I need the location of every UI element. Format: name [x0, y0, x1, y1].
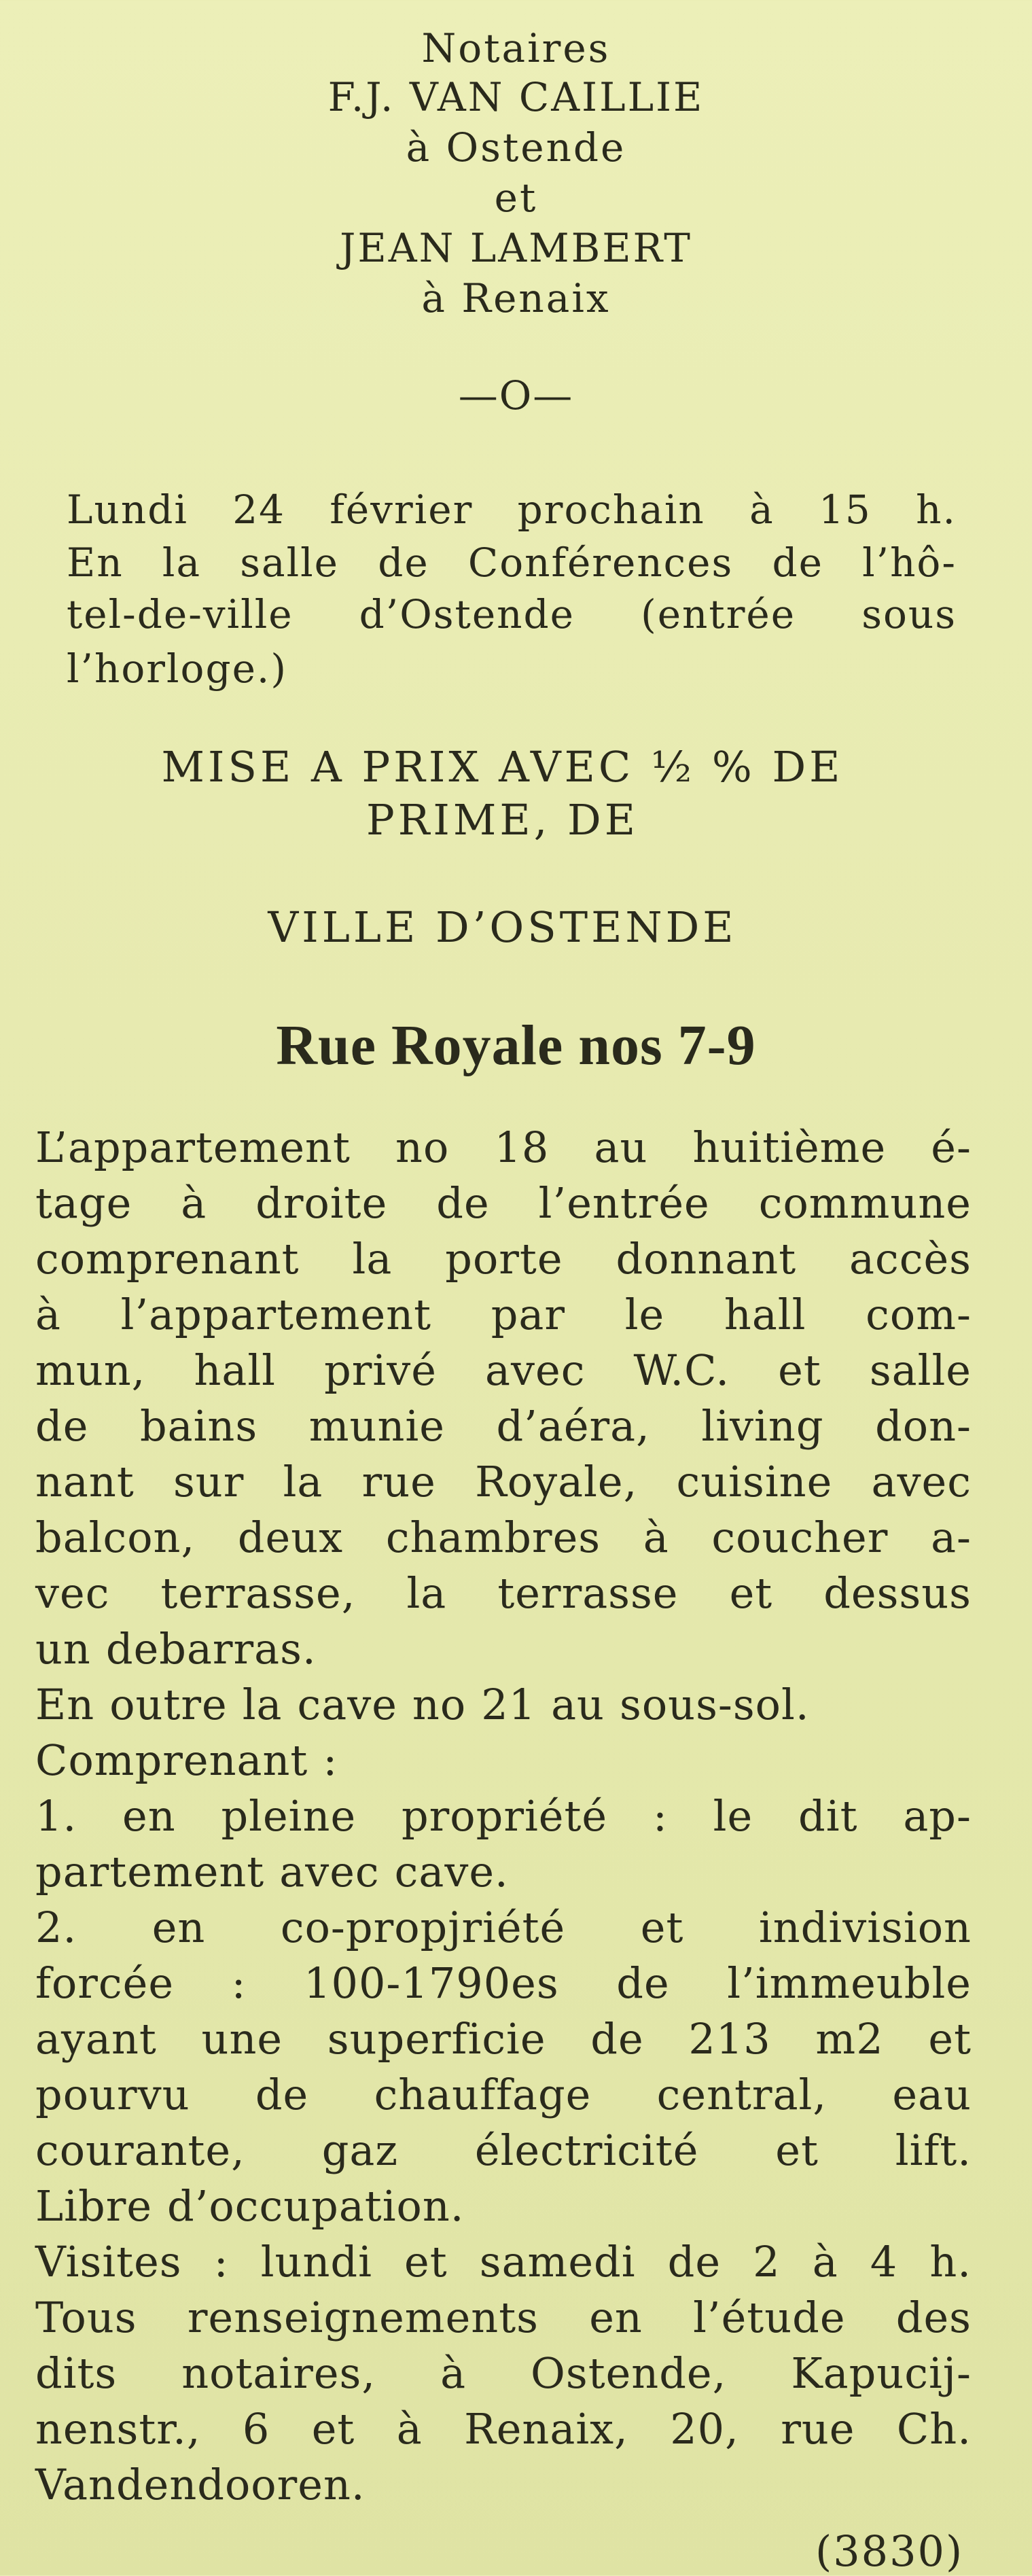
word: outre — [109, 1680, 228, 1729]
word: accès — [849, 1234, 972, 1284]
word: d’aéra, — [496, 1401, 650, 1451]
word: superficie — [327, 2014, 546, 2064]
word: de — [772, 540, 823, 586]
word: 20, — [670, 2404, 739, 2454]
word: 100-1790es — [304, 1958, 559, 2008]
word: à — [181, 1178, 207, 1228]
word: com- — [866, 1290, 972, 1339]
word: donnant — [616, 1234, 797, 1284]
word: terrasse, — [160, 1568, 356, 1618]
word: indivision — [758, 1903, 972, 1952]
word: salle — [869, 1345, 972, 1395]
word: h. — [929, 2237, 972, 2287]
word: de — [35, 1401, 89, 1451]
word: : — [323, 1735, 338, 1785]
body-line — [35, 2348, 972, 2398]
word: hall — [724, 1290, 806, 1339]
word: de — [667, 2237, 722, 2287]
word: cave — [297, 1680, 397, 1729]
notary-conjunction: et — [494, 175, 538, 221]
word: Comprenant — [35, 1735, 308, 1785]
word: 15 — [819, 487, 872, 533]
word: 18 — [494, 1123, 550, 1172]
word: lift. — [895, 2125, 972, 2175]
word: tage — [35, 1178, 132, 1228]
body-line — [35, 1568, 972, 1618]
word: à — [35, 1290, 61, 1339]
body-line — [35, 1290, 972, 1339]
word: : — [652, 1791, 668, 1841]
body-line — [35, 1345, 972, 1395]
word: vec — [35, 1568, 110, 1618]
word: rue — [781, 2404, 855, 2454]
body-line — [35, 1735, 972, 1785]
word: l’étude — [693, 2293, 846, 2342]
word: 21 — [481, 1680, 537, 1729]
word: le — [713, 1791, 753, 1841]
word: hall — [194, 1345, 277, 1395]
word: coucher — [711, 1513, 889, 1562]
word: tel-de-ville — [67, 591, 293, 637]
body-line — [35, 2293, 972, 2342]
body-line — [35, 2070, 972, 2119]
body-line — [35, 1903, 972, 1952]
word: (entrée — [641, 591, 796, 637]
intro-line — [67, 540, 957, 586]
separator: —O— — [458, 372, 574, 419]
body-line — [35, 2460, 972, 2509]
body-line — [35, 1680, 972, 1729]
word: cave. — [394, 1847, 509, 1896]
notary-city-1: à Ostende — [406, 124, 626, 171]
word: sous — [861, 591, 957, 637]
notary-city-2: à Renaix — [421, 275, 611, 321]
word: au — [551, 1680, 605, 1729]
body-line — [35, 1791, 972, 1841]
body-line — [35, 1123, 972, 1172]
word: notaires, — [181, 2348, 376, 2398]
word: à — [812, 2237, 838, 2287]
word: et — [640, 1903, 684, 1952]
word: sous-sol. — [620, 1680, 810, 1729]
intro-line — [67, 591, 957, 637]
word: l’hô- — [862, 540, 957, 586]
word: la — [162, 540, 202, 586]
word: L’appartement — [35, 1123, 351, 1172]
reference-number: (3830) — [815, 2526, 964, 2576]
word: 6 — [242, 2404, 270, 2454]
body-line — [35, 1178, 972, 1228]
word: pleine — [221, 1791, 357, 1841]
word: et — [404, 2237, 448, 2287]
word: h. — [916, 487, 957, 533]
word: l’immeuble — [727, 1958, 972, 2008]
word: en — [589, 2293, 643, 2342]
word: no — [412, 1680, 467, 1729]
word: et — [729, 1568, 773, 1618]
word: Vandendooren. — [35, 2460, 366, 2509]
word: En — [35, 1680, 95, 1729]
word: balcon, — [35, 1513, 196, 1562]
word: de — [590, 2014, 644, 2064]
word: propriété — [401, 1791, 608, 1841]
word: ayant — [35, 2014, 157, 2064]
word: et — [928, 2014, 972, 2064]
word: et — [311, 2404, 355, 2454]
word: par — [491, 1290, 566, 1339]
word: la — [242, 1680, 283, 1729]
body-line — [35, 1457, 972, 1506]
word: porte — [445, 1234, 563, 1284]
word: 2 — [753, 2237, 781, 2287]
word: salle — [240, 540, 339, 586]
word: samedi — [479, 2237, 636, 2287]
word: et — [778, 1345, 821, 1395]
word: 24 — [232, 487, 286, 533]
word: Ostende, — [531, 2348, 727, 2398]
word: W.C. — [633, 1345, 730, 1395]
ville-heading: VILLE D’OSTENDE — [268, 902, 737, 952]
body-line — [35, 2014, 972, 2064]
word: Renaix, — [464, 2404, 628, 2454]
body-line — [35, 1513, 972, 1562]
word: le — [624, 1290, 665, 1339]
body-line — [35, 1624, 972, 1674]
word: m2 — [815, 2014, 884, 2064]
word: Libre — [35, 2181, 153, 2231]
word: Tous — [35, 2293, 137, 2342]
word: de — [616, 1958, 670, 2008]
word: Visites — [35, 2237, 182, 2287]
word: des — [895, 2293, 972, 2342]
word: un — [35, 1624, 91, 1674]
body-line — [35, 2237, 972, 2287]
word: cuisine — [676, 1457, 833, 1506]
word: comprenant — [35, 1234, 300, 1284]
word: bains — [139, 1401, 258, 1451]
word: à — [396, 2404, 423, 2454]
word: : — [213, 2237, 229, 2287]
notary-name-2: JEAN LAMBERT — [340, 225, 692, 271]
word: nenstr., — [35, 2404, 201, 2454]
word: living — [701, 1401, 824, 1451]
word: courante, — [35, 2125, 245, 2175]
word: deux — [237, 1513, 344, 1562]
word: gaz — [321, 2125, 399, 2175]
word: Kapucij- — [791, 2348, 972, 2398]
word: 1. — [35, 1791, 77, 1841]
word: ap- — [903, 1791, 972, 1841]
word: co-propjriété — [280, 1903, 566, 1952]
word: à — [440, 2348, 467, 2398]
word: chauffage — [374, 2070, 592, 2119]
word: avec — [279, 1847, 380, 1896]
word: pourvu — [35, 2070, 190, 2119]
word: partement — [35, 1847, 265, 1896]
word: l’horloge.) — [67, 646, 287, 692]
body-line — [35, 2125, 972, 2175]
word: mun, — [35, 1345, 146, 1395]
body-line — [35, 2404, 972, 2454]
word: huitième — [692, 1123, 887, 1172]
word: une — [201, 2014, 283, 2064]
word: d’Ostende — [359, 591, 575, 637]
word: no — [395, 1123, 450, 1172]
notary-name-1: F.J. VAN CAILLIE — [327, 74, 705, 120]
body-line — [35, 1847, 972, 1896]
word: l’entrée — [538, 1178, 710, 1228]
intro-line — [67, 646, 957, 692]
word: l’appartement — [120, 1290, 432, 1339]
word: renseignements — [187, 2293, 539, 2342]
word: sur — [173, 1457, 245, 1506]
word: terrasse — [497, 1568, 679, 1618]
word: privé — [324, 1345, 437, 1395]
word: électricité — [474, 2125, 699, 2175]
body-line — [35, 2181, 972, 2231]
word: à — [749, 487, 775, 533]
word: é- — [931, 1123, 972, 1172]
word: 4 — [870, 2237, 898, 2287]
word: en — [122, 1791, 176, 1841]
word: dessus — [823, 1568, 972, 1618]
notary-title: Notaires — [421, 25, 611, 71]
word: la — [406, 1568, 447, 1618]
property-title: Rue Royale nos 7-9 — [276, 1014, 756, 1077]
word: la — [352, 1234, 393, 1284]
word: En — [67, 540, 124, 586]
word: la — [283, 1457, 323, 1506]
word: central, — [656, 2070, 828, 2119]
word: lundi — [260, 2237, 372, 2287]
body-line — [35, 1958, 972, 2008]
body-line — [35, 1401, 972, 1451]
word: de — [436, 1178, 490, 1228]
word: Royale, — [475, 1457, 638, 1506]
word: 213 — [688, 2014, 771, 2064]
word: a- — [931, 1513, 972, 1562]
word: de — [255, 2070, 309, 2119]
word: droite — [255, 1178, 388, 1228]
word: 2. — [35, 1903, 77, 1952]
word: munie — [308, 1401, 445, 1451]
mise-a-prix-line-2: PRIME, DE — [366, 795, 639, 845]
intro-line — [67, 487, 957, 533]
word: au — [594, 1123, 648, 1172]
word: dit — [798, 1791, 858, 1841]
word: et — [775, 2125, 819, 2175]
word: en — [152, 1903, 206, 1952]
mise-a-prix-line-1: MISE A PRIX AVEC ½ % DE — [161, 742, 844, 792]
word: commune — [758, 1178, 972, 1228]
word: nant — [35, 1457, 135, 1506]
word: de — [378, 540, 429, 586]
word: d’occupation. — [167, 2181, 465, 2231]
word: Ch. — [896, 2404, 972, 2454]
word: prochain — [517, 487, 705, 533]
word: Conférences — [467, 540, 734, 586]
word: : — [231, 1958, 247, 2008]
word: avec — [485, 1345, 586, 1395]
word: avec — [871, 1457, 972, 1506]
word: don- — [875, 1401, 972, 1451]
word: debarras. — [105, 1624, 317, 1674]
word: eau — [892, 2070, 972, 2119]
word: forcée — [35, 1958, 175, 2008]
body-line — [35, 1234, 972, 1284]
word: février — [330, 487, 474, 533]
word: chambres — [385, 1513, 601, 1562]
word: à — [643, 1513, 669, 1562]
word: dits — [35, 2348, 118, 2398]
word: Lundi — [67, 487, 188, 533]
word: rue — [361, 1457, 436, 1506]
